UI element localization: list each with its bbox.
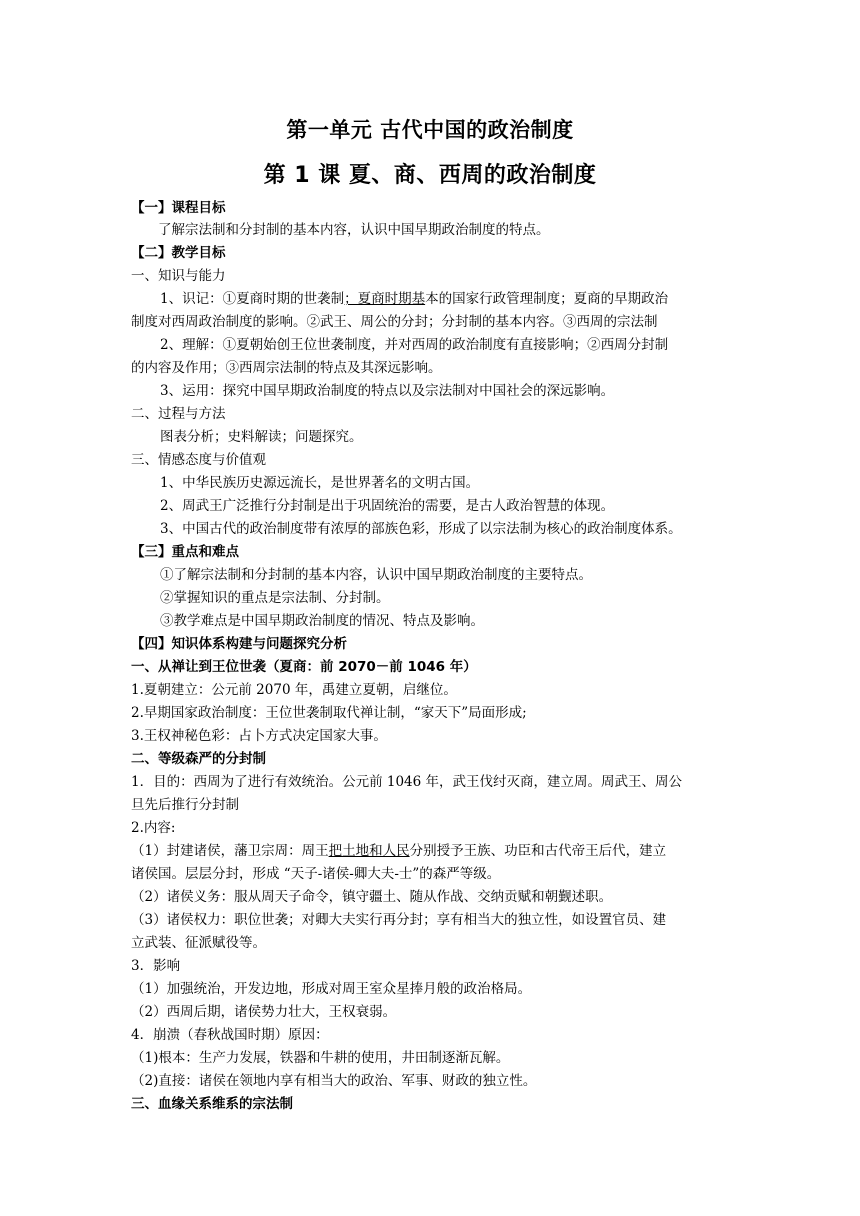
attitude-item-3: 3、中国古代的政治制度带有浓厚的部族色彩，形成了以宗法制为核心的政治制度体系。 — [160, 521, 682, 537]
memorize-underlined: ；夏商时期基 — [344, 291, 426, 307]
unit-title: 第一单元 古代中国的政治制度 — [286, 118, 574, 142]
section-4-heading: 【四】知识体系构建与问题探究分析 — [131, 636, 347, 652]
purpose-line-2: 旦先后推行分封制 — [131, 797, 239, 813]
process-method-heading: 二、过程与方法 — [131, 406, 226, 422]
part-3-heading: 三、血缘关系维系的宗法制 — [131, 1096, 293, 1112]
part-1-item-2: 2.早期国家政治制度：王位世袭制取代禅让制，“家天下”局面形成; — [131, 705, 527, 721]
influence-2: （2）西周后期，诸侯势力壮大，王权衰弱。 — [131, 1004, 397, 1020]
key-point-2: ②掌握知识的重点是宗法制、分封制。 — [160, 590, 390, 606]
process-method-text: 图表分析；史料解读；问题探究。 — [160, 429, 363, 445]
part-1-item-3: 3.王权神秘色彩：占卜方式决定国家大事。 — [131, 728, 387, 744]
influence-1: （1）加强统治，开发边地，形成对周王室众星捧月般的政治格局。 — [131, 981, 532, 997]
collapse-heading: 4．崩溃（春秋战国时期）原因： — [131, 1027, 329, 1043]
key-point-3: ③教学难点是中国早期政治制度的情况、特点及影响。 — [160, 613, 484, 629]
memorize-text-a: 1、识记：①夏商时期的世袭制 — [160, 291, 345, 307]
part-1-item-1: 1.夏朝建立：公元前 2070 年，禹建立夏朝，启继位。 — [131, 682, 457, 698]
part-1-heading: 一、从禅让到王位世袭（夏商：前 2070－前 1046 年） — [131, 659, 477, 675]
course-goal-text: 了解宗法制和分封制的基本内容，认识中国早期政治制度的特点。 — [158, 222, 550, 238]
content-3-line-2: 立武装、征派赋役等。 — [131, 935, 266, 951]
content-2: （2）诸侯义务：服从周天子命令，镇守疆土、随从作战、交纳贡赋和朝觐述职。 — [131, 889, 613, 905]
content-1-text-b: 分别授予王族、功臣和古代帝王后代，建立 — [409, 843, 667, 859]
section-1-heading: 【一】课程目标 — [131, 200, 226, 216]
content-heading: 2.内容: — [131, 820, 176, 836]
collapse-reason-1: （1)根本：生产力发展，铁器和牛耕的使用，井田制逐渐瓦解。 — [131, 1050, 510, 1066]
key-point-1: ①了解宗法制和分封制的基本内容，认识中国早期政治制度的主要特点。 — [160, 567, 592, 583]
content-1-line-2: 诸侯国。层层分封，形成 “天子-诸侯-卿大夫-士”的森严等级。 — [131, 866, 501, 882]
memorize-line-2: 制度对西周政治制度的影响。②武王、周公的分封；分封制的基本内容。③西周的宗法制 — [131, 314, 658, 330]
purpose-line-1: 1．目的：西周为了进行有效统治。公元前 1046 年，武王伐纣灭商，建立周。周武王、周公 — [131, 774, 683, 790]
content-1-line-1 — [131, 842, 731, 860]
section-2-heading: 【二】教学目标 — [131, 245, 226, 261]
memorize-text-b: 本的国家行政管理制度；夏商的早期政治 — [425, 291, 669, 307]
content-1-underlined: 把土地和人民 — [328, 843, 410, 859]
understand-line-2: 的内容及作用；③西周宗法制的特点及其深远影响。 — [131, 360, 442, 376]
memorize-line-1 — [160, 290, 760, 308]
knowledge-ability-heading: 一、知识与能力 — [131, 268, 226, 284]
part-2-heading: 二、等级森严的分封制 — [131, 751, 266, 767]
lesson-title: 第 1 课 夏、商、西周的政治制度 — [263, 163, 597, 188]
influence-heading: 3．影响 — [131, 958, 181, 974]
attitude-item-2: 2、周武王广泛推行分封制是出于巩固统治的需要，是古人政治智慧的体现。 — [160, 498, 615, 514]
attitude-values-heading: 三、情感态度与价值观 — [131, 452, 266, 468]
apply-line: 3、运用：探究中国早期政治制度的特点以及宗法制对中国社会的深远影响。 — [160, 383, 615, 399]
section-3-heading: 【三】重点和难点 — [131, 544, 239, 560]
collapse-reason-2: （2)直接：诸侯在领地内享有相当大的政治、军事、财政的独立性。 — [131, 1073, 537, 1089]
understand-line-1: 2、理解：①夏朝始创王位世袭制度，并对西周的政治制度有直接影响；②西周分封制 — [160, 337, 669, 353]
content-3-line-1: （3）诸侯权力：职位世袭；对卿大夫实行再分封；享有相当大的独立性，如设置官员、建 — [131, 912, 667, 928]
attitude-item-1: 1、中华民族历史源远流长，是世界著名的文明古国。 — [160, 475, 480, 491]
content-1-text-a: （1）封建诸侯，藩卫宗周：周王 — [131, 843, 329, 859]
